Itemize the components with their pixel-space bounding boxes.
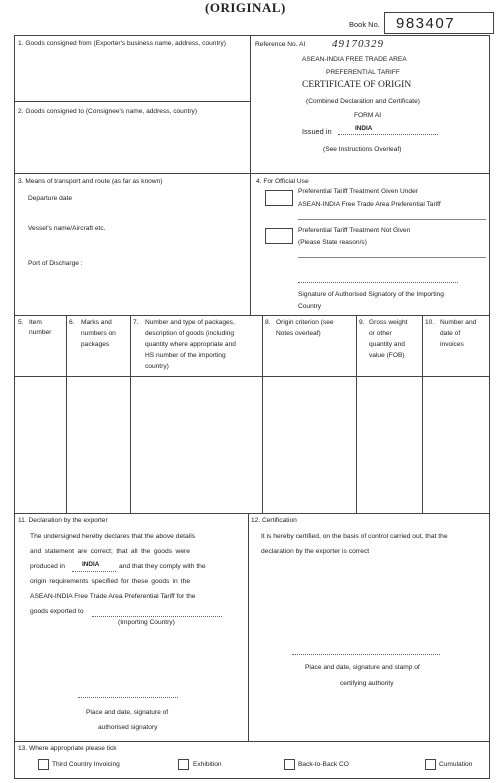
column-num: 9. [359,319,365,326]
back-to-back-label: Back-to-Back CO [298,761,349,768]
original-heading: (ORIGINAL) [205,0,286,15]
produced-in-line [72,571,116,572]
column-num: 8. [265,319,271,326]
ftA-line1: ASEAN-INDIA FREE TRADE AREA [302,56,407,63]
divider [14,741,490,742]
vessel-label: Vessel's name/Aircraft etc. [28,225,106,232]
certifier-sig-line1: Place and date, signature and stamp of [305,664,420,671]
declaration-line2: and statement are correct; that all the goods were [30,548,191,555]
divider [14,173,490,174]
issued-in-label: Issued in [302,127,332,136]
not-given-line1: Preferential Tariff Treatment Not Given [298,227,411,234]
divider [14,101,250,102]
declaration-line3b: and that they comply with the [119,563,206,570]
column-num: 5. [18,319,24,326]
exporter-sig-line1: Place and date, signature of [86,709,169,716]
certificate-title: CERTIFICATE OF ORIGIN [302,80,412,90]
column-text: Origin criterion (see [276,319,334,326]
official-checkbox-not-given[interactable] [265,228,293,244]
divider [14,376,490,377]
exporter-sig-line2: authorised signatory [98,724,158,731]
box1-label: 1. Goods consigned from (Exporter's business name, address, country) [18,40,226,47]
certifier-signature-line [292,654,440,655]
column-text: description of goods (including [145,330,235,337]
divider [422,315,423,513]
exhibition-checkbox[interactable] [178,759,189,770]
column-text: packages [81,341,110,348]
signature-line [298,282,458,283]
divider [14,315,490,316]
column-text: date of [440,330,461,337]
certification-line1: It is hereby certified, on the basis of control carried out, that the [261,533,448,540]
reference-label: Reference No. AI [255,41,306,48]
departure-date-label: Departure date [28,195,72,202]
column-num: 7. [133,319,139,326]
column-text: Number and [440,319,477,326]
column-text: or other [369,330,392,337]
port-label: Port of Discharge : [28,260,83,267]
exported-to-line [92,616,222,617]
declaration-line4: origin requirements specified for these goods in the [30,578,191,585]
declaration-line3a: produced in [30,563,65,570]
column-text: Number and type of packages, [145,319,235,326]
column-num: 6. [69,319,75,326]
certification-line2: declaration by the exporter is correct [261,548,370,555]
see-instructions: (See Instructions Overleaf) [323,146,402,153]
divider [262,315,263,513]
reason-line [298,257,486,258]
official-checkbox-given[interactable] [265,190,293,206]
box3-label: 3. Means of transport and route (as far as known) [18,178,163,185]
column-text: quantity and [369,341,405,348]
issued-in-line [338,134,438,135]
book-no-box [384,12,494,34]
importing-sig-line1: Signature of Authorised Signatory of the Importing [298,291,444,298]
reference-no: 49170329 [332,38,384,50]
column-text: number [29,329,52,336]
box11-label: 11. Declaration by the exporter [18,517,108,524]
not-given-line2: (Please State reason/s) [298,239,367,246]
ftA-line2: PREFERENTIAL TARIFF [326,69,400,76]
column-text: invoices [440,341,464,348]
issued-in-value: INDIA [355,125,373,132]
box12-label: 12. Certification [251,517,297,524]
box2-label: 2. Goods consigned to (Consignee's name, address, country) [18,108,198,115]
column-text: Item [29,319,42,326]
importing-sig-line2: Country [298,303,322,310]
exhibition-label: Exhibition [193,761,222,768]
declaration-line6: goods exported to [30,608,84,615]
column-text: Notes overleaf) [276,330,321,337]
column-text: HS number of the importing [145,352,226,359]
third-country-label: Third Country Invoicing [52,761,120,768]
divider [14,513,490,514]
column-text: country) [145,363,169,370]
book-no-value: 983407 [396,15,456,32]
importing-country-label: (Importing Country) [118,619,175,626]
box4-label: 4. For Official Use [256,178,309,185]
divider [66,315,67,513]
produced-in-country: INDIA [82,561,100,568]
column-text: Marks and [81,319,112,326]
column-num: 10. [425,319,435,326]
declaration-line1: The undersigned hereby declares that the above details [30,533,196,540]
form-name: FORM AI [354,112,382,119]
column-text: value (FOB) [369,352,405,359]
given-underline [298,219,486,220]
cumulation-label: Cumulation [439,761,473,768]
divider [356,315,357,513]
given-line2: ASEAN-INDIA Free Trade Area Preferential Tariff [298,201,441,208]
column-text: quantity where appropriate and [145,341,236,348]
book-no-label: Book No. [349,20,380,29]
given-line1: Preferential Tariff Treatment Given Under [298,188,418,195]
cumulation-checkbox[interactable] [425,759,436,770]
third-country-checkbox[interactable] [38,759,49,770]
box13-label: 13. Where appropriate please tick [18,745,117,752]
divider [130,315,131,513]
certificate-subtitle: (Combined Declaration and Certificate) [306,98,420,105]
divider [250,35,251,316]
declaration-line5: ASEAN-INDIA Free Trade Area Preferential Tariff for the [30,593,196,600]
divider [248,513,249,741]
column-text: Gross weight [369,319,408,326]
column-text: numbers on [81,330,116,337]
certifier-sig-line2: certifying authority [340,680,394,687]
back-to-back-checkbox[interactable] [284,759,295,770]
exporter-signature-line [78,697,178,698]
